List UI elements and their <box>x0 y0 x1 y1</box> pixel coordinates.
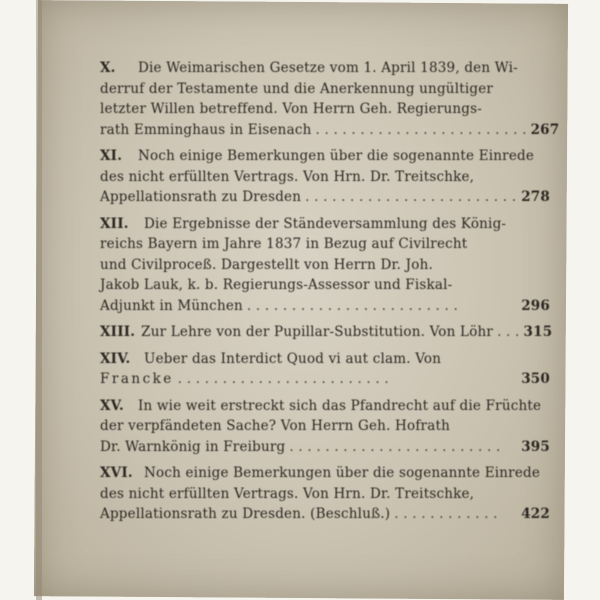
entry-last-row <box>100 296 550 317</box>
toc-entry <box>100 322 553 343</box>
entry-line: Zur Lehre von der Pupillar-Substitution. Von Löhr <box>141 324 494 340</box>
entry-line: letzter Willen betreffend. Von Herrn Geh. Regierungs- <box>100 101 482 117</box>
page-edge <box>36 0 42 600</box>
entry-last-row <box>100 120 560 141</box>
entry-last-row <box>100 187 550 208</box>
entry-line: Dr. Warnkönig in Freiburg <box>100 438 286 455</box>
entry-numeral: XV. <box>100 397 124 414</box>
entry-line: Jakob Lauk, k. b. Regierungs-Assessor und Fiskal- <box>100 277 453 293</box>
toc-entry <box>100 463 550 525</box>
entry-line: Ueber das Interdict Quod vi aut clam. Von <box>144 350 442 367</box>
entry-line: Noch einige Bemerkungen über die sogenannte Einrede <box>138 148 535 164</box>
toc-entry <box>100 146 550 208</box>
page-number: 350 <box>521 371 550 387</box>
dot-leader: . . . . . . . . . . . . <box>394 506 498 522</box>
dot-leader: . . . . . . . . . . . . . . . . . . . . . . . . <box>246 297 459 314</box>
entry-numeral: XIV. <box>100 350 131 367</box>
dot-leader: . . . . . . . . . . . . . . . . . . . . . . . . <box>177 371 389 387</box>
entry-line: rath Emminghaus in Eisenach <box>100 121 312 138</box>
entry-last-row <box>100 369 550 390</box>
entry-line: Francke <box>100 371 174 387</box>
dot-leader: . . . <box>497 324 520 340</box>
table-of-contents <box>100 58 560 531</box>
toc-entry <box>100 349 550 390</box>
page-number: 315 <box>523 324 553 340</box>
entry-numeral: XII. <box>100 215 129 232</box>
entry-line: des nicht erfüllten Vertrags. Von Hrn. Dr. Treitschke, <box>100 485 475 502</box>
dot-leader: . . . . . . . . . . . . . . . . . . . . . . . . <box>315 121 527 138</box>
entry-line: Die Ergebnisse der Ständeversammlung des König- <box>144 215 507 232</box>
entry-line: reichs Bayern im Jahre 1837 in Bezug auf Civilrecht <box>100 236 468 252</box>
page-number: 296 <box>521 297 550 314</box>
entry-numeral: XVI. <box>100 465 133 481</box>
entry-line: Appellationsrath zu Dresden. (Beschluß.) <box>100 506 391 522</box>
toc-entry <box>100 58 560 140</box>
dot-leader: . . . . . . . . . . . . . . . . . . . . . . . . <box>305 189 517 205</box>
entry-line: Appellationsrath zu Dresden <box>100 189 302 205</box>
toc-entry <box>100 396 550 458</box>
entry-line: derruf der Testamente und die Anerkennung ungültiger <box>100 80 494 97</box>
entry-line: In wie weit erstreckt sich das Pfandrecht auf die Früchte <box>138 397 542 414</box>
page-number: 267 <box>530 121 560 138</box>
entry-numeral: XI. <box>100 148 123 164</box>
entry-last-row <box>100 322 553 343</box>
entry-line: Die Weimarischen Gesetze vom 1. April 1839, den Wi- <box>138 60 518 76</box>
toc-entry <box>100 214 550 317</box>
entry-line: der verpfändeten Sache? Von Herrn Geh. Hofrath <box>100 418 450 434</box>
page-number: 395 <box>521 438 550 455</box>
page-number: 422 <box>521 506 550 522</box>
dot-leader: . . . . . . . . . . . . . . . . . . . . . . . . <box>289 438 501 455</box>
entry-numeral: XIII. <box>100 324 136 340</box>
entry-numeral: X. <box>100 60 116 76</box>
entry-line: des nicht erfüllten Vertrags. Von Hrn. Dr. Treitschke, <box>100 168 475 185</box>
entry-line: Noch einige Bemerkungen über die sogenannte Einrede <box>144 465 541 481</box>
entry-line: und Civilproceß. Dargestellt von Herrn Dr. Joh. <box>100 256 433 273</box>
entry-last-row <box>100 504 550 525</box>
entry-last-row <box>100 437 550 458</box>
entry-line: Adjunkt in München <box>100 297 243 314</box>
page-number: 278 <box>521 189 550 205</box>
